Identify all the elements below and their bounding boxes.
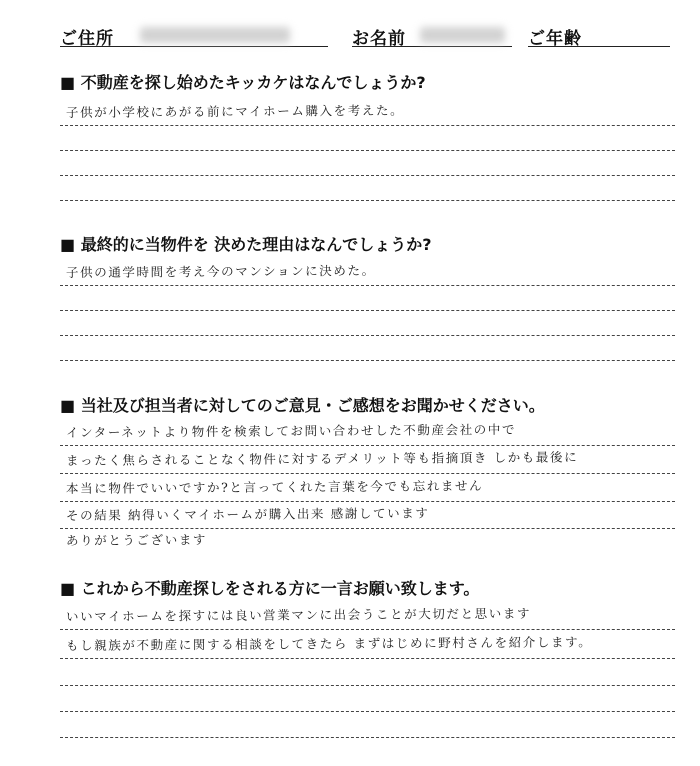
question-section-2 <box>60 232 675 367</box>
answer-line-3-1: インターネットより物件を検索してお問い合わせした不動産会社の中で <box>65 421 517 440</box>
question-section-1 <box>60 70 675 205</box>
age-label: ご年齢 <box>528 29 582 49</box>
address-redaction <box>140 27 290 43</box>
ruled-line <box>60 360 675 361</box>
ruled-line <box>60 175 675 176</box>
ruled-line <box>60 658 675 659</box>
ruled-line <box>60 528 675 529</box>
ruled-line <box>60 445 675 446</box>
question-title-2: ■ 最終的に当物件を 決めた理由はなんでしょうか? <box>60 235 432 254</box>
question-title-4: ■ これから不動産探しをされる方に一言お願い致します。 <box>60 579 480 598</box>
answer-line-3-2: まったく焦らされることなく物件に対するデメリット等も指摘頂き しかも最後に <box>65 449 579 468</box>
answer-line-1-1: 子供が小学校にあがる前にマイホーム購入を考えた。 <box>65 102 405 120</box>
answer-line-2-1: 子供の通学時間を考え今のマンションに決めた。 <box>65 262 376 280</box>
age-underline <box>528 46 670 47</box>
ruled-line <box>60 737 675 738</box>
ruled-line <box>60 501 675 502</box>
answer-line-3-5: ありがとうございます <box>65 532 208 548</box>
question-section-3 <box>60 393 675 553</box>
address-underline <box>60 46 328 47</box>
name-label: お名前 <box>352 29 406 49</box>
name-underline <box>352 46 512 47</box>
ruled-line <box>60 629 675 630</box>
ruled-line <box>60 285 675 286</box>
ruled-line <box>60 473 675 474</box>
ruled-line <box>60 335 675 336</box>
answer-line-4-1: いいマイホームを探すには良い営業マンに出会うことが大切だと思います <box>65 605 532 624</box>
answer-line-3-4: その結果 納得いくマイホームが購入出来 感謝しています <box>65 505 430 523</box>
question-section-4 <box>60 576 675 756</box>
name-redaction <box>420 27 505 43</box>
ruled-line <box>60 711 675 712</box>
ruled-line <box>60 685 675 686</box>
answer-line-4-2: もし親族が不動産に関する相談をしてきたら まずはじめに野村さんを紹介します。 <box>65 634 593 653</box>
ruled-line <box>60 200 675 201</box>
question-title-1: ■ 不動産を探し始めたキッカケはなんでしょうか? <box>60 73 426 92</box>
question-title-3: ■ 当社及び担当者に対してのご意見・ご感想をお聞かせください。 <box>60 396 545 415</box>
answer-line-3-3: 本当に物件でいいですか?と言ってくれた言葉を今でも忘れません <box>65 478 484 496</box>
respondent-header <box>60 22 670 48</box>
ruled-line <box>60 125 675 126</box>
ruled-line <box>60 310 675 311</box>
address-label: ご住所 <box>60 29 114 49</box>
ruled-line <box>60 150 675 151</box>
